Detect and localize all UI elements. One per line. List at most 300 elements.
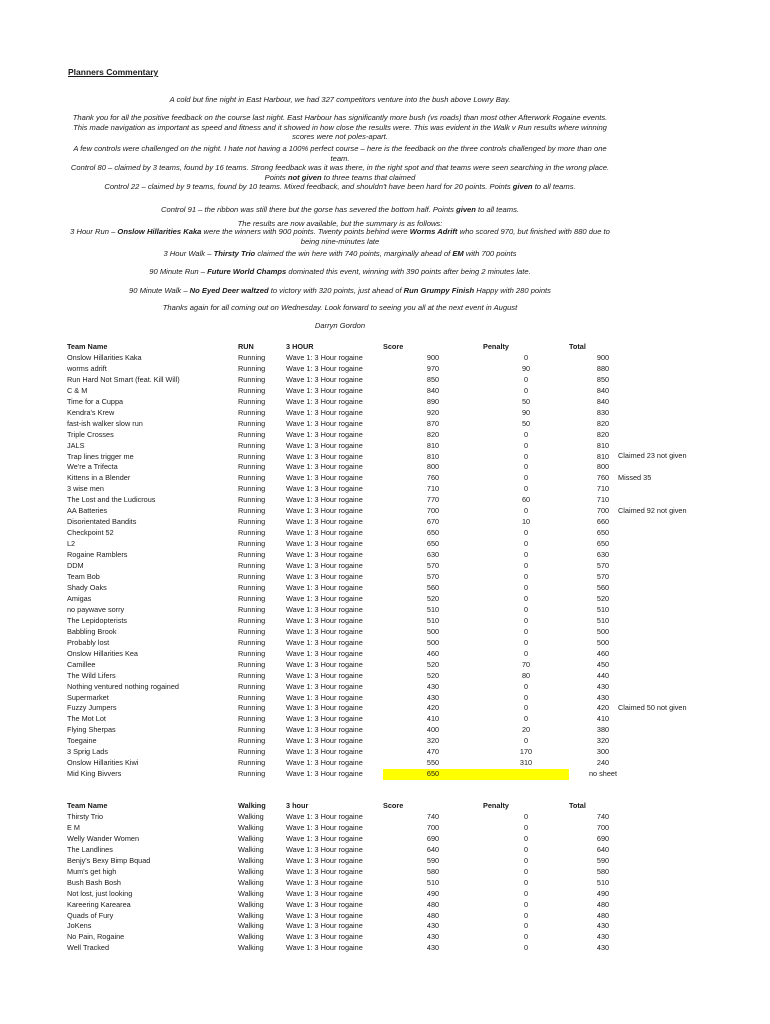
score-cell: 650	[426, 539, 440, 549]
team-name-cell: worms adrift	[67, 363, 107, 373]
score-cell: 420	[426, 703, 440, 713]
score-cell: 430	[426, 943, 440, 953]
claim-note: Claimed 92 not given	[618, 506, 687, 516]
penalty-cell: 0	[523, 681, 529, 691]
score-cell: 810	[426, 451, 440, 461]
penalty-cell: 0	[523, 637, 529, 647]
team-name-cell: Bush Bash Bosh	[67, 877, 121, 887]
penalty-cell: 0	[523, 615, 529, 625]
total-cell: 510	[596, 615, 610, 625]
team-name-cell: L2	[67, 539, 76, 549]
category-cell: Running	[238, 484, 266, 494]
total-cell: 480	[596, 910, 610, 920]
category-cell: Walking	[238, 877, 264, 887]
total-cell: 650	[596, 528, 610, 538]
penalty-cell: 0	[523, 833, 529, 843]
event-cell: Wave 1: 3 Hour rogaine	[286, 539, 363, 549]
category-cell: Running	[238, 769, 266, 779]
score-cell: 850	[426, 374, 440, 384]
total-cell: 430	[596, 943, 610, 953]
category-cell: Running	[238, 670, 266, 680]
team-name-cell: Onslow Hillarities Kaka	[67, 352, 142, 362]
score-cell: 870	[426, 418, 440, 428]
event-cell: Wave 1: 3 Hour rogaine	[286, 681, 363, 691]
score-cell: 460	[426, 648, 440, 658]
table-header-row	[67, 342, 637, 353]
table-row	[67, 845, 637, 856]
team-name-cell: Nothing ventured nothing rogained	[67, 681, 179, 691]
team-name-cell: Toegaine	[67, 736, 97, 746]
score-cell: 700	[426, 822, 440, 832]
penalty-cell: 0	[523, 561, 529, 571]
event-cell: Wave 1: 3 Hour rogaine	[286, 769, 363, 779]
total-cell: 580	[596, 866, 610, 876]
table-row	[67, 397, 637, 408]
score-cell: 650	[426, 528, 440, 538]
event-cell: Wave 1: 3 Hour rogaine	[286, 396, 363, 406]
score-cell: 650	[383, 769, 483, 780]
total-cell: 830	[596, 407, 610, 417]
team-name-cell: The Lepidopterists	[67, 615, 128, 625]
score-cell: 500	[426, 626, 440, 636]
total-cell: 560	[596, 582, 610, 592]
total-cell: 590	[596, 855, 610, 865]
planners-commentary-heading: Planners Commentary	[68, 67, 159, 77]
table-row	[67, 736, 637, 747]
team-name-cell: Run Hard Not Smart (feat. Kill Will)	[67, 374, 180, 384]
team-name-cell: We're a Trifecta	[67, 462, 118, 472]
category-cell: Running	[238, 407, 266, 417]
penalty-cell: 0	[523, 703, 529, 713]
total-cell: 570	[596, 572, 610, 582]
event-cell: Wave 1: 3 Hour rogaine	[286, 714, 363, 724]
column-header-total: Total	[569, 801, 586, 810]
category-cell: Walking	[238, 943, 264, 953]
total-cell: 410	[596, 714, 610, 724]
column-header-penalty: Penalty	[483, 342, 509, 351]
category-cell: Running	[238, 582, 266, 592]
total-cell: 810	[596, 451, 610, 461]
team-name-cell: AA Batteries	[67, 506, 108, 516]
team-name-cell: The Lost and the Ludicrous	[67, 495, 156, 505]
table-row	[67, 889, 637, 900]
event-cell: Wave 1: 3 Hour rogaine	[286, 572, 363, 582]
team-name-cell: Benjy's Bexy Bimp Bquad	[67, 855, 151, 865]
table-row	[67, 441, 637, 452]
penalty-cell	[483, 769, 569, 780]
category-cell: Walking	[238, 910, 264, 920]
event-cell: Wave 1: 3 Hour rogaine	[286, 615, 363, 625]
table-row	[67, 758, 637, 769]
category-cell: Running	[238, 440, 266, 450]
score-cell: 480	[426, 910, 440, 920]
category-cell: Running	[238, 659, 266, 669]
category-cell: Running	[238, 473, 266, 483]
signoff: Darryn Gordon	[314, 321, 366, 330]
team-name-cell: The Mot Lot	[67, 714, 106, 724]
score-cell: 510	[426, 877, 440, 887]
total-cell: 480	[596, 899, 610, 909]
table-row	[67, 539, 637, 550]
category-cell: Running	[238, 462, 266, 472]
penalty-cell: 10	[521, 517, 531, 527]
penalty-cell: 70	[521, 659, 531, 669]
category-cell: Running	[238, 736, 266, 746]
event-cell: Wave 1: 3 Hour rogaine	[286, 495, 363, 505]
claim-note: Claimed 23 not given	[618, 451, 687, 461]
total-cell: 760	[596, 473, 610, 483]
event-cell: Wave 1: 3 Hour rogaine	[286, 910, 363, 920]
table-row	[67, 430, 637, 441]
total-cell: 740	[596, 811, 610, 821]
category-cell: Running	[238, 725, 266, 735]
table-row	[67, 561, 637, 572]
event-cell: Wave 1: 3 Hour rogaine	[286, 484, 363, 494]
event-cell: Wave 1: 3 Hour rogaine	[286, 888, 363, 898]
table-row	[67, 812, 637, 823]
column-header-team: Team Name	[67, 342, 108, 351]
table-row	[67, 605, 637, 616]
table-row	[67, 682, 637, 693]
score-cell: 970	[426, 363, 440, 373]
total-cell: 800	[596, 462, 610, 472]
score-cell: 430	[426, 692, 440, 702]
total-cell: 500	[596, 626, 610, 636]
team-name-cell: Mum's get high	[67, 866, 117, 876]
event-cell: Wave 1: 3 Hour rogaine	[286, 604, 363, 614]
penalty-cell: 0	[523, 550, 529, 560]
table-row	[67, 408, 637, 419]
table-row	[67, 616, 637, 627]
table-row	[67, 834, 637, 845]
controls-intro-paragraph: A few controls were challenged on the night. I hate not having a 100% perfect course – here is the feedback on the three controls challenged by more than one team.	[73, 144, 607, 163]
score-cell: 570	[426, 572, 440, 582]
score-cell: 630	[426, 550, 440, 560]
score-cell: 770	[426, 495, 440, 505]
category-cell: Running	[238, 429, 266, 439]
event-cell: Wave 1: 3 Hour rogaine	[286, 593, 363, 603]
event-cell: Wave 1: 3 Hour rogaine	[286, 670, 363, 680]
total-cell: 640	[596, 844, 610, 854]
score-cell: 820	[426, 429, 440, 439]
event-cell: Wave 1: 3 Hour rogaine	[286, 877, 363, 887]
closing-paragraph: Thanks again for all coming out on Wednesday. Look forward to seeing you all at the next event in August	[162, 303, 518, 312]
team-name-cell: Kareering Karearea	[67, 899, 131, 909]
penalty-cell: 0	[523, 429, 529, 439]
column-header-penalty: Penalty	[483, 801, 509, 810]
score-cell: 520	[426, 670, 440, 680]
category-cell: Running	[238, 396, 266, 406]
table-row	[67, 353, 637, 364]
penalty-cell: 0	[523, 352, 529, 362]
total-cell: 460	[596, 648, 610, 658]
score-cell: 490	[426, 888, 440, 898]
total-cell: 520	[596, 593, 610, 603]
event-cell: Wave 1: 3 Hour rogaine	[286, 844, 363, 854]
team-name-cell: Babbling Brook	[67, 626, 117, 636]
table-row	[67, 638, 637, 649]
walk-90-minute-summary: 90 Minute Walk – No Eyed Deer waltzed to victory with 320 points, just ahead of Run Grumpy Finish Happy with 280 points	[129, 286, 551, 295]
table-row	[67, 703, 637, 714]
category-cell: Running	[238, 539, 266, 549]
table-row	[67, 364, 637, 375]
table-header-row	[67, 801, 637, 812]
penalty-cell: 0	[523, 473, 529, 483]
table-row	[67, 528, 637, 539]
penalty-cell: 0	[523, 539, 529, 549]
table-row	[67, 867, 637, 878]
category-cell: Running	[238, 604, 266, 614]
score-cell: 760	[426, 473, 440, 483]
event-cell: Wave 1: 3 Hour rogaine	[286, 451, 363, 461]
event-cell: Wave 1: 3 Hour rogaine	[286, 517, 363, 527]
team-name-cell: Amigas	[67, 593, 92, 603]
feedback-paragraph: Thank you for all the positive feedback on the course last night. East Harbour has significantly more bush (vs roads) than most other Afterwork Rogaine events. This made navigation as important as speed and fitness and it showed in how close the results were. This was evident in the Walk v Run results where winning scores were not poles-apart.	[72, 113, 608, 142]
penalty-cell: 0	[523, 899, 529, 909]
penalty-cell: 0	[523, 943, 529, 953]
penalty-cell: 0	[523, 921, 529, 931]
table-row	[67, 649, 637, 660]
event-cell: Wave 1: 3 Hour rogaine	[286, 473, 363, 483]
penalty-cell: 20	[521, 725, 531, 735]
team-name-cell: Quads of Fury	[67, 910, 114, 920]
team-name-cell: Mid King Bivvers	[67, 769, 122, 779]
score-cell: 480	[426, 899, 440, 909]
team-name-cell: Team Bob	[67, 572, 100, 582]
table-row	[67, 386, 637, 397]
penalty-cell: 0	[523, 462, 529, 472]
category-cell: Walking	[238, 822, 264, 832]
team-name-cell: Onslow Hillarities Kiwi	[67, 758, 139, 768]
category-cell: Walking	[238, 888, 264, 898]
event-cell: Wave 1: 3 Hour rogaine	[286, 418, 363, 428]
score-cell: 410	[426, 714, 440, 724]
category-cell: Running	[238, 648, 266, 658]
category-cell: Running	[238, 714, 266, 724]
total-cell: 900	[596, 352, 610, 362]
total-cell: 430	[596, 921, 610, 931]
team-name-cell: Kittens in a Blender	[67, 473, 131, 483]
walk-results-table	[67, 801, 637, 954]
column-header-score: Score	[383, 342, 404, 351]
total-cell: 710	[596, 484, 610, 494]
team-name-cell: Welly Wander Women	[67, 833, 140, 843]
event-cell: Wave 1: 3 Hour rogaine	[286, 899, 363, 909]
total-cell: 850	[596, 374, 610, 384]
category-cell: Running	[238, 561, 266, 571]
table-row	[67, 660, 637, 671]
total-cell: 440	[596, 670, 610, 680]
event-cell: Wave 1: 3 Hour rogaine	[286, 703, 363, 713]
team-name-cell: Fuzzy Jumpers	[67, 703, 117, 713]
penalty-cell: 0	[523, 385, 529, 395]
penalty-cell: 0	[523, 572, 529, 582]
event-cell: Wave 1: 3 Hour rogaine	[286, 550, 363, 560]
score-cell: 740	[426, 811, 440, 821]
category-cell: Running	[238, 692, 266, 702]
event-cell: Wave 1: 3 Hour rogaine	[286, 811, 363, 821]
event-cell: Wave 1: 3 Hour rogaine	[286, 747, 363, 757]
category-cell: Walking	[238, 855, 264, 865]
penalty-cell: 0	[523, 648, 529, 658]
team-name-cell: Checkpoint 52	[67, 528, 114, 538]
team-name-cell: Shady Oaks	[67, 582, 107, 592]
event-cell: Wave 1: 3 Hour rogaine	[286, 637, 363, 647]
team-name-cell: Onslow Hillarities Kea	[67, 648, 138, 658]
total-cell: 300	[596, 747, 610, 757]
event-cell: Wave 1: 3 Hour rogaine	[286, 363, 363, 373]
event-cell: Wave 1: 3 Hour rogaine	[286, 736, 363, 746]
category-cell: Walking	[238, 932, 264, 942]
event-cell: Wave 1: 3 Hour rogaine	[286, 352, 363, 362]
team-name-cell: 3 Sprig Lads	[67, 747, 108, 757]
category-cell: Running	[238, 418, 266, 428]
penalty-cell: 0	[523, 604, 529, 614]
table-row	[67, 517, 637, 528]
score-cell: 640	[426, 844, 440, 854]
event-cell: Wave 1: 3 Hour rogaine	[286, 506, 363, 516]
event-cell: Wave 1: 3 Hour rogaine	[286, 385, 363, 395]
column-header-event: 3 hour	[286, 801, 309, 810]
category-cell: Walking	[238, 899, 264, 909]
team-name-cell: C & M	[67, 385, 88, 395]
total-cell: 450	[596, 659, 610, 669]
penalty-cell: 0	[523, 451, 529, 461]
team-name-cell: Triple Crosses	[67, 429, 114, 439]
penalty-cell: 0	[523, 866, 529, 876]
event-cell: Wave 1: 3 Hour rogaine	[286, 462, 363, 472]
score-cell: 550	[426, 758, 440, 768]
table-row	[67, 900, 637, 911]
team-name-cell: Not lost, just looking	[67, 888, 133, 898]
team-name-cell: No Pain, Rogaine	[67, 932, 125, 942]
penalty-cell: 0	[523, 844, 529, 854]
intro-paragraph: A cold but fine night in East Harbour, we had 327 competitors venture into the bush above Lowry Bay.	[169, 95, 511, 104]
column-header-total: Total	[569, 342, 586, 351]
team-name-cell: no paywave sorry	[67, 604, 125, 614]
penalty-cell: 60	[521, 495, 531, 505]
team-name-cell: Disorientated Bandits	[67, 517, 137, 527]
column-header-category: Walking	[238, 801, 266, 810]
score-cell: 590	[426, 855, 440, 865]
penalty-cell: 0	[523, 692, 529, 702]
category-cell: Running	[238, 506, 266, 516]
claim-note: Claimed 50 not given	[618, 702, 687, 712]
total-cell: 570	[596, 561, 610, 571]
penalty-cell: 0	[523, 888, 529, 898]
score-cell: 510	[426, 615, 440, 625]
penalty-cell: 0	[523, 374, 529, 384]
category-cell: Running	[238, 550, 266, 560]
category-cell: Walking	[238, 811, 264, 821]
walk-3-hour-summary: 3 Hour Walk – Thirsty Trio claimed the win here with 740 points, marginally ahead of EM with 700 points	[163, 249, 517, 258]
penalty-cell: 0	[523, 910, 529, 920]
score-cell: 840	[426, 385, 440, 395]
table-row	[67, 452, 637, 463]
event-cell: Wave 1: 3 Hour rogaine	[286, 758, 363, 768]
table-row	[67, 725, 637, 736]
table-row	[67, 769, 637, 780]
category-cell: Running	[238, 572, 266, 582]
team-name-cell: Trap lines trigger me	[67, 451, 134, 461]
score-cell: 430	[426, 681, 440, 691]
run-results-table	[67, 342, 637, 780]
category-cell: Running	[238, 637, 266, 647]
score-cell: 710	[426, 484, 440, 494]
category-cell: Running	[238, 626, 266, 636]
score-cell: 400	[426, 725, 440, 735]
category-cell: Running	[238, 495, 266, 505]
table-row	[67, 506, 637, 517]
event-cell: Wave 1: 3 Hour rogaine	[286, 528, 363, 538]
total-cell: 660	[596, 517, 610, 527]
score-cell: 510	[426, 604, 440, 614]
penalty-cell: 50	[521, 418, 531, 428]
table-row	[67, 627, 637, 638]
event-cell: Wave 1: 3 Hour rogaine	[286, 440, 363, 450]
claim-note: Missed 35	[618, 473, 652, 483]
total-cell: 380	[596, 725, 610, 735]
category-cell: Walking	[238, 844, 264, 854]
category-cell: Running	[238, 528, 266, 538]
event-cell: Wave 1: 3 Hour rogaine	[286, 659, 363, 669]
event-cell: Wave 1: 3 Hour rogaine	[286, 866, 363, 876]
total-cell: 510	[596, 877, 610, 887]
team-name-cell: Time for a Cuppa	[67, 396, 124, 406]
score-cell: 320	[426, 736, 440, 746]
total-cell: 880	[596, 363, 610, 373]
category-cell: Running	[238, 451, 266, 461]
total-cell: 430	[596, 932, 610, 942]
penalty-cell: 0	[523, 626, 529, 636]
category-cell: Running	[238, 681, 266, 691]
score-cell: 900	[426, 352, 440, 362]
team-name-cell: Camillee	[67, 659, 96, 669]
penalty-cell: 0	[523, 582, 529, 592]
team-name-cell: JALS	[67, 440, 85, 450]
score-cell: 890	[426, 396, 440, 406]
column-header-score: Score	[383, 801, 404, 810]
event-cell: Wave 1: 3 Hour rogaine	[286, 921, 363, 931]
event-cell: Wave 1: 3 Hour rogaine	[286, 932, 363, 942]
score-cell: 580	[426, 866, 440, 876]
score-cell: 920	[426, 407, 440, 417]
team-name-cell: DDM	[67, 561, 84, 571]
penalty-cell: 310	[519, 758, 533, 768]
event-cell: Wave 1: 3 Hour rogaine	[286, 626, 363, 636]
team-name-cell: fast-ish walker slow run	[67, 418, 143, 428]
total-cell: 810	[596, 440, 610, 450]
score-cell: 700	[426, 506, 440, 516]
score-cell: 500	[426, 637, 440, 647]
event-cell: Wave 1: 3 Hour rogaine	[286, 833, 363, 843]
total-cell: 840	[596, 396, 610, 406]
event-cell: Wave 1: 3 Hour rogaine	[286, 822, 363, 832]
control-80-paragraph: Control 80 – claimed by 3 teams, found by 16 teams. Strong feedback was it was there, in the right spot and that teams were seen searching in the wrong place. Points not given to three teams that claimed	[70, 163, 610, 182]
total-cell: 630	[596, 550, 610, 560]
table-row	[67, 856, 637, 867]
penalty-cell: 0	[523, 932, 529, 942]
score-cell: 520	[426, 593, 440, 603]
total-cell: 490	[596, 888, 610, 898]
score-cell: 570	[426, 561, 440, 571]
table-row	[67, 747, 637, 758]
total-cell: 690	[596, 833, 610, 843]
table-row	[67, 878, 637, 889]
category-cell: Running	[238, 517, 266, 527]
event-cell: Wave 1: 3 Hour rogaine	[286, 582, 363, 592]
table-row	[67, 462, 637, 473]
